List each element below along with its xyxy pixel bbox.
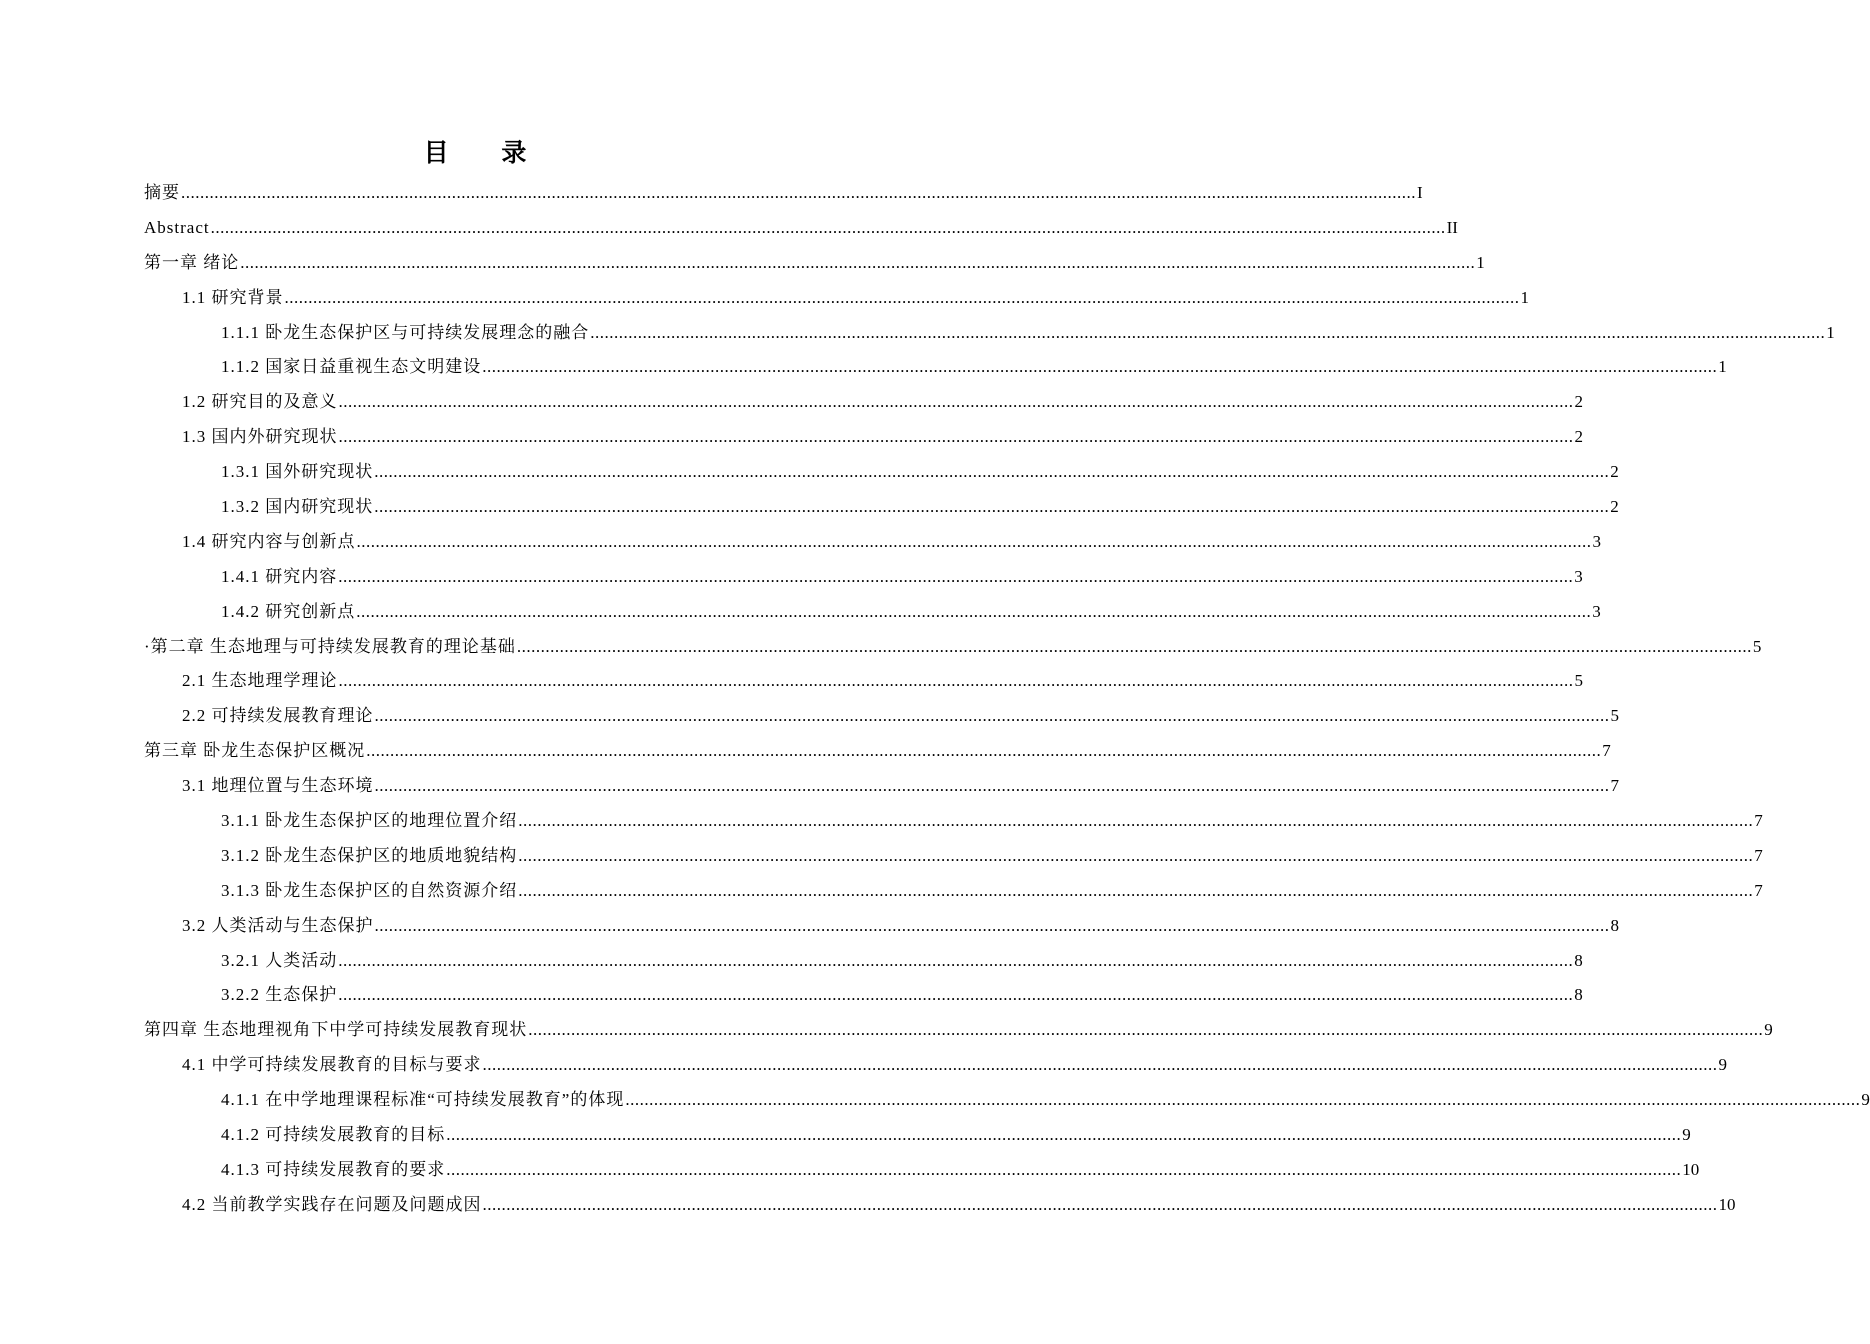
toc-entry-label: 1.1.1 卧龙生态保护区与可持续发展理念的融合	[221, 322, 590, 342]
toc-entry-label: 4.2 当前教学实践存在问题及问题成因	[182, 1194, 482, 1214]
dot-leader: ....................................................................................................................................................................................................................................................................	[518, 845, 1754, 865]
dot-leader: ....................................................................................................................................................................................................................................................................	[528, 1020, 1764, 1040]
toc-entry-label: 3.1 地理位置与生态环境	[182, 776, 374, 796]
toc-entry[interactable]	[144, 734, 1611, 769]
dot-leader: ....................................................................................................................................................................................................................................................................	[518, 811, 1754, 831]
toc-page-number: 3	[1574, 566, 1583, 586]
toc-entry-label: 3.2.1 人类活动	[221, 950, 338, 970]
toc-entry[interactable]	[144, 281, 1529, 316]
toc-entry-label: 3.2.2 生态保护	[221, 985, 338, 1005]
toc-entry-label: 2.1 生态地理学理论	[182, 671, 338, 691]
toc-entry[interactable]	[144, 246, 1485, 281]
toc-entry[interactable]	[144, 385, 1583, 420]
toc-page-number: 5	[1610, 706, 1619, 726]
toc-page-number: 7	[1754, 845, 1763, 865]
toc-entry[interactable]	[144, 560, 1583, 595]
dot-leader: ....................................................................................................................................................................................................................................................................	[446, 1125, 1682, 1145]
table-of-contents	[144, 176, 1870, 1223]
dot-leader: ....................................................................................................................................................................................................................................................................	[366, 741, 1602, 761]
dot-leader: ....................................................................................................................................................................................................................................................................	[338, 566, 1574, 586]
toc-page-number: 1	[1520, 287, 1529, 307]
toc-page-number: 1	[1718, 357, 1727, 377]
dot-leader: ....................................................................................................................................................................................................................................................................	[374, 915, 1610, 935]
toc-page-number: 7	[1602, 741, 1611, 761]
toc-entry[interactable]	[144, 804, 1763, 839]
dot-leader: ....................................................................................................................................................................................................................................................................	[374, 776, 1610, 796]
toc-entry-label: 1.2 研究目的及意义	[182, 392, 338, 412]
dot-leader: ....................................................................................................................................................................................................................................................................	[625, 1090, 1861, 1110]
toc-entry[interactable]	[144, 1048, 1727, 1083]
dot-leader: ....................................................................................................................................................................................................................................................................	[284, 287, 1520, 307]
toc-entry-label: 第一章 绪论	[144, 252, 240, 272]
toc-entry[interactable]	[144, 909, 1619, 944]
toc-entry-label: Abstract	[144, 217, 210, 237]
toc-entry-label: 3.2 人类活动与生态保护	[182, 915, 374, 935]
toc-entry-label: 1.1.2 国家日益重视生态文明建设	[221, 357, 482, 377]
toc-entry-label: 3.1.3 卧龙生态保护区的自然资源介绍	[221, 880, 518, 900]
dot-leader: ....................................................................................................................................................................................................................................................................	[338, 671, 1574, 691]
toc-entry[interactable]	[144, 978, 1583, 1013]
dot-leader: ....................................................................................................................................................................................................................................................................	[482, 357, 1718, 377]
toc-entry-label: 1.3.2 国内研究现状	[221, 497, 374, 517]
toc-title: 目 录	[423, 138, 549, 167]
dot-leader: ....................................................................................................................................................................................................................................................................	[356, 531, 1592, 551]
toc-entry-label: 摘要	[144, 183, 180, 202]
toc-entry[interactable]	[144, 944, 1583, 979]
toc-entry[interactable]	[144, 455, 1619, 490]
dot-leader: ....................................................................................................................................................................................................................................................................	[240, 252, 1476, 272]
toc-entry-label: 1.1 研究背景	[182, 287, 284, 307]
toc-entry-label: 2.2 可持续发展教育理论	[182, 706, 374, 726]
toc-entry-label: 1.4.2 研究创新点	[221, 601, 356, 621]
dot-leader: ....................................................................................................................................................................................................................................................................	[446, 1159, 1682, 1179]
toc-entry[interactable]	[144, 1083, 1870, 1118]
dot-leader: ....................................................................................................................................................................................................................................................................	[516, 636, 1752, 656]
toc-page-number: 9	[1764, 1020, 1773, 1040]
toc-entry[interactable]	[144, 420, 1583, 455]
toc-page-number: 2	[1574, 392, 1583, 412]
toc-entry[interactable]	[144, 1118, 1691, 1153]
toc-page-number: 2	[1610, 497, 1619, 517]
toc-page-number: II	[1446, 217, 1458, 237]
toc-page-number: I	[1417, 183, 1423, 202]
toc-page-number: 2	[1574, 427, 1583, 447]
toc-entry[interactable]	[144, 1153, 1700, 1188]
toc-entry[interactable]	[144, 1188, 1736, 1223]
toc-entry-label: 1.4 研究内容与创新点	[182, 531, 356, 551]
toc-page-number: 9	[1861, 1090, 1870, 1110]
toc-page-number: 10	[1718, 1194, 1736, 1214]
toc-entry-label: 3.1.1 卧龙生态保护区的地理位置介绍	[221, 811, 518, 831]
toc-entry[interactable]	[144, 525, 1601, 560]
toc-entry[interactable]	[144, 699, 1619, 734]
toc-page-number: 8	[1574, 985, 1583, 1005]
toc-entry[interactable]	[144, 630, 1762, 665]
toc-entry[interactable]	[144, 490, 1619, 525]
toc-entry-label: 1.3 国内外研究现状	[182, 427, 338, 447]
toc-page-number: 1	[1476, 252, 1485, 272]
dot-leader: ....................................................................................................................................................................................................................................................................	[590, 322, 1826, 342]
toc-page-number: 8	[1610, 915, 1619, 935]
toc-entry-label: 1.3.1 国外研究现状	[221, 462, 374, 482]
dot-leader: ....................................................................................................................................................................................................................................................................	[338, 392, 1574, 412]
toc-page-number: 3	[1592, 531, 1601, 551]
toc-entry-label: 4.1.3 可持续发展教育的要求	[221, 1159, 446, 1179]
dot-leader: ....................................................................................................................................................................................................................................................................	[356, 601, 1592, 621]
toc-entry-label: 4.1 中学可持续发展教育的目标与要求	[182, 1055, 482, 1075]
toc-entry[interactable]	[144, 839, 1763, 874]
toc-entry[interactable]	[144, 211, 1458, 246]
toc-entry-label: 1.4.1 研究内容	[221, 566, 338, 586]
dot-leader: ....................................................................................................................................................................................................................................................................	[210, 217, 1446, 237]
toc-entry-label: 3.1.2 卧龙生态保护区的地质地貌结构	[221, 845, 518, 865]
toc-page-number: 5	[1574, 671, 1583, 691]
dot-leader: ....................................................................................................................................................................................................................................................................	[374, 462, 1610, 482]
toc-entry[interactable]	[144, 176, 1423, 211]
toc-entry[interactable]	[144, 350, 1727, 385]
toc-entry-label: 4.1.1 在中学地理课程标准“可持续发展教育”的体现	[221, 1090, 625, 1110]
dot-leader: ....................................................................................................................................................................................................................................................................	[338, 985, 1574, 1005]
toc-page-number: 2	[1610, 462, 1619, 482]
toc-page-number: 10	[1682, 1159, 1700, 1179]
toc-entry[interactable]	[144, 1013, 1773, 1048]
dot-leader: ....................................................................................................................................................................................................................................................................	[374, 497, 1610, 517]
toc-page-number: 7	[1754, 811, 1763, 831]
toc-page-number: 7	[1754, 880, 1763, 900]
dot-leader: ....................................................................................................................................................................................................................................................................	[338, 427, 1574, 447]
toc-entry[interactable]	[144, 769, 1619, 804]
dot-leader: ....................................................................................................................................................................................................................................................................	[181, 183, 1416, 202]
toc-entry[interactable]	[144, 595, 1601, 630]
toc-entry-label: ·第二章 生态地理与可持续发展教育的理论基础	[144, 636, 516, 656]
toc-page-number: 7	[1610, 776, 1619, 796]
toc-entry[interactable]	[144, 874, 1763, 909]
toc-page-number: 3	[1592, 601, 1601, 621]
dot-leader: ....................................................................................................................................................................................................................................................................	[482, 1055, 1718, 1075]
toc-entry-label: 第三章 卧龙生态保护区概况	[144, 741, 366, 761]
toc-page-number: 9	[1682, 1125, 1691, 1145]
toc-entry[interactable]	[144, 316, 1835, 351]
toc-entry-label: 第四章 生态地理视角下中学可持续发展教育现状	[144, 1020, 528, 1040]
toc-entry[interactable]	[144, 664, 1583, 699]
dot-leader: ....................................................................................................................................................................................................................................................................	[338, 950, 1574, 970]
toc-entry-label: 4.1.2 可持续发展教育的目标	[221, 1125, 446, 1145]
toc-page-number: 5	[1752, 636, 1762, 656]
dot-leader: ....................................................................................................................................................................................................................................................................	[482, 1194, 1718, 1214]
dot-leader: ....................................................................................................................................................................................................................................................................	[374, 706, 1610, 726]
toc-page-number: 8	[1574, 950, 1583, 970]
toc-page-number: 1	[1826, 322, 1835, 342]
dot-leader: ....................................................................................................................................................................................................................................................................	[518, 880, 1754, 900]
toc-page-number: 9	[1718, 1055, 1727, 1075]
